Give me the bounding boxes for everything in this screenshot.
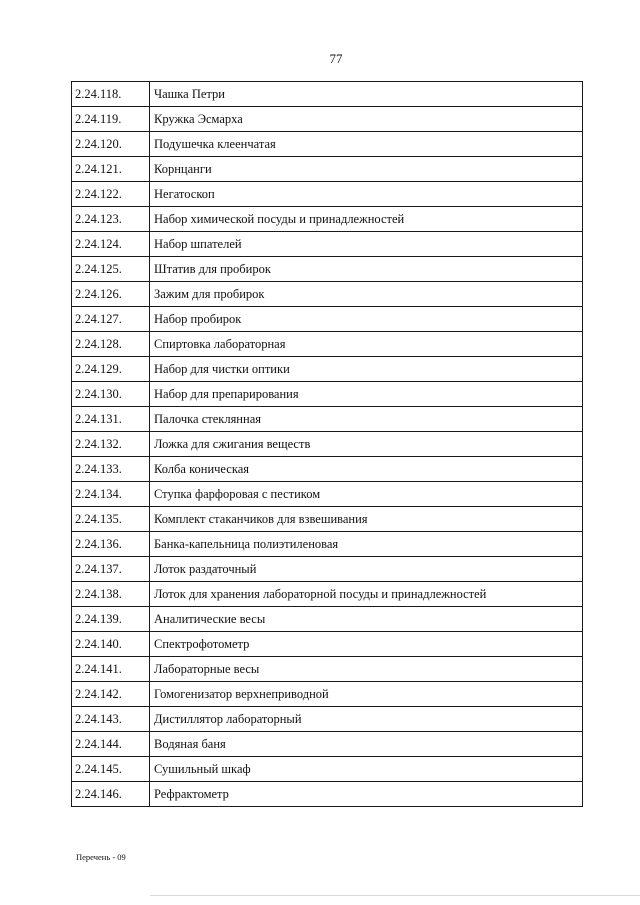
item-number-cell: 2.24.144.: [72, 732, 150, 757]
item-name-cell: Банка-капельница полиэтиленовая: [150, 532, 583, 557]
item-name-cell: Негатоскоп: [150, 182, 583, 207]
item-name-cell: Колба коническая: [150, 457, 583, 482]
item-number-cell: 2.24.118.: [72, 82, 150, 107]
item-name-cell: Водяная баня: [150, 732, 583, 757]
item-name-cell: Ложка для сжигания веществ: [150, 432, 583, 457]
table-row: [72, 732, 583, 757]
item-number-cell: 2.24.122.: [72, 182, 150, 207]
page-number: 77: [329, 51, 343, 66]
item-name-cell: Спиртовка лабораторная: [150, 332, 583, 357]
item-name-cell: Набор шпателей: [150, 232, 583, 257]
item-number-cell: 2.24.138.: [72, 582, 150, 607]
item-name-cell: Аналитические весы: [150, 607, 583, 632]
item-number-cell: 2.24.133.: [72, 457, 150, 482]
item-name-cell: Чашка Петри: [150, 82, 583, 107]
item-name-cell: Комплект стаканчиков для взвешивания: [150, 507, 583, 532]
item-number-cell: 2.24.141.: [72, 657, 150, 682]
item-name-cell: Сушильный шкаф: [150, 757, 583, 782]
page-footer: Перечень - 09: [76, 852, 126, 862]
table-row: [72, 182, 583, 207]
item-name-cell: Корнцанги: [150, 157, 583, 182]
item-number-cell: 2.24.124.: [72, 232, 150, 257]
item-number-cell: 2.24.140.: [72, 632, 150, 657]
table-row: [72, 307, 583, 332]
item-name-cell: Набор для препарирования: [150, 382, 583, 407]
table-row: [72, 282, 583, 307]
item-name-cell: Гомогенизатор верхнеприводной: [150, 682, 583, 707]
item-name-cell: Лоток раздаточный: [150, 557, 583, 582]
table-row: [72, 507, 583, 532]
item-name-cell: Набор химической посуды и принадлежностей: [150, 207, 583, 232]
item-name-cell: Палочка стеклянная: [150, 407, 583, 432]
item-name-cell: Лоток для хранения лабораторной посуды и принадлежностей: [150, 582, 583, 607]
table-row: [72, 232, 583, 257]
table-row: [72, 557, 583, 582]
table-row: [72, 357, 583, 382]
item-number-cell: 2.24.146.: [72, 782, 150, 807]
table-row: [72, 107, 583, 132]
item-number-cell: 2.24.125.: [72, 257, 150, 282]
equipment-table-body: [72, 82, 583, 807]
item-name-cell: Кружка Эсмарха: [150, 107, 583, 132]
item-number-cell: 2.24.143.: [72, 707, 150, 732]
item-name-cell: Набор пробирок: [150, 307, 583, 332]
table-row: [72, 582, 583, 607]
item-name-cell: Спектрофотометр: [150, 632, 583, 657]
item-number-cell: 2.24.121.: [72, 157, 150, 182]
item-number-cell: 2.24.136.: [72, 532, 150, 557]
table-row: [72, 207, 583, 232]
item-name-cell: Дистиллятор лабораторный: [150, 707, 583, 732]
item-number-cell: 2.24.128.: [72, 332, 150, 357]
table-row: [72, 382, 583, 407]
item-number-cell: 2.24.134.: [72, 482, 150, 507]
table-row: [72, 532, 583, 557]
table-row: [72, 407, 583, 432]
table-row: [72, 132, 583, 157]
item-number-cell: 2.24.135.: [72, 507, 150, 532]
item-number-cell: 2.24.119.: [72, 107, 150, 132]
item-number-cell: 2.24.130.: [72, 382, 150, 407]
item-number-cell: 2.24.132.: [72, 432, 150, 457]
equipment-table: [71, 81, 583, 807]
item-number-cell: 2.24.139.: [72, 607, 150, 632]
item-number-cell: 2.24.126.: [72, 282, 150, 307]
table-row: [72, 757, 583, 782]
table-row: [72, 457, 583, 482]
table-row: [72, 157, 583, 182]
table-row: [72, 707, 583, 732]
table-row: [72, 632, 583, 657]
item-number-cell: 2.24.137.: [72, 557, 150, 582]
item-number-cell: 2.24.129.: [72, 357, 150, 382]
item-name-cell: Штатив для пробирок: [150, 257, 583, 282]
scan-edge-divider: [150, 895, 640, 896]
item-number-cell: 2.24.131.: [72, 407, 150, 432]
table-row: [72, 782, 583, 807]
table-row: [72, 657, 583, 682]
table-row: [72, 82, 583, 107]
table-row: [72, 482, 583, 507]
item-number-cell: 2.24.123.: [72, 207, 150, 232]
table-row: [72, 332, 583, 357]
item-number-cell: 2.24.145.: [72, 757, 150, 782]
item-number-cell: 2.24.142.: [72, 682, 150, 707]
item-name-cell: Лабораторные весы: [150, 657, 583, 682]
table-row: [72, 607, 583, 632]
item-name-cell: Ступка фарфоровая с пестиком: [150, 482, 583, 507]
item-name-cell: Набор для чистки оптики: [150, 357, 583, 382]
table-row: [72, 432, 583, 457]
item-name-cell: Зажим для пробирок: [150, 282, 583, 307]
table-row: [72, 682, 583, 707]
item-number-cell: 2.24.120.: [72, 132, 150, 157]
item-name-cell: Подушечка клеенчатая: [150, 132, 583, 157]
table-row: [72, 257, 583, 282]
item-number-cell: 2.24.127.: [72, 307, 150, 332]
item-name-cell: Рефрактометр: [150, 782, 583, 807]
